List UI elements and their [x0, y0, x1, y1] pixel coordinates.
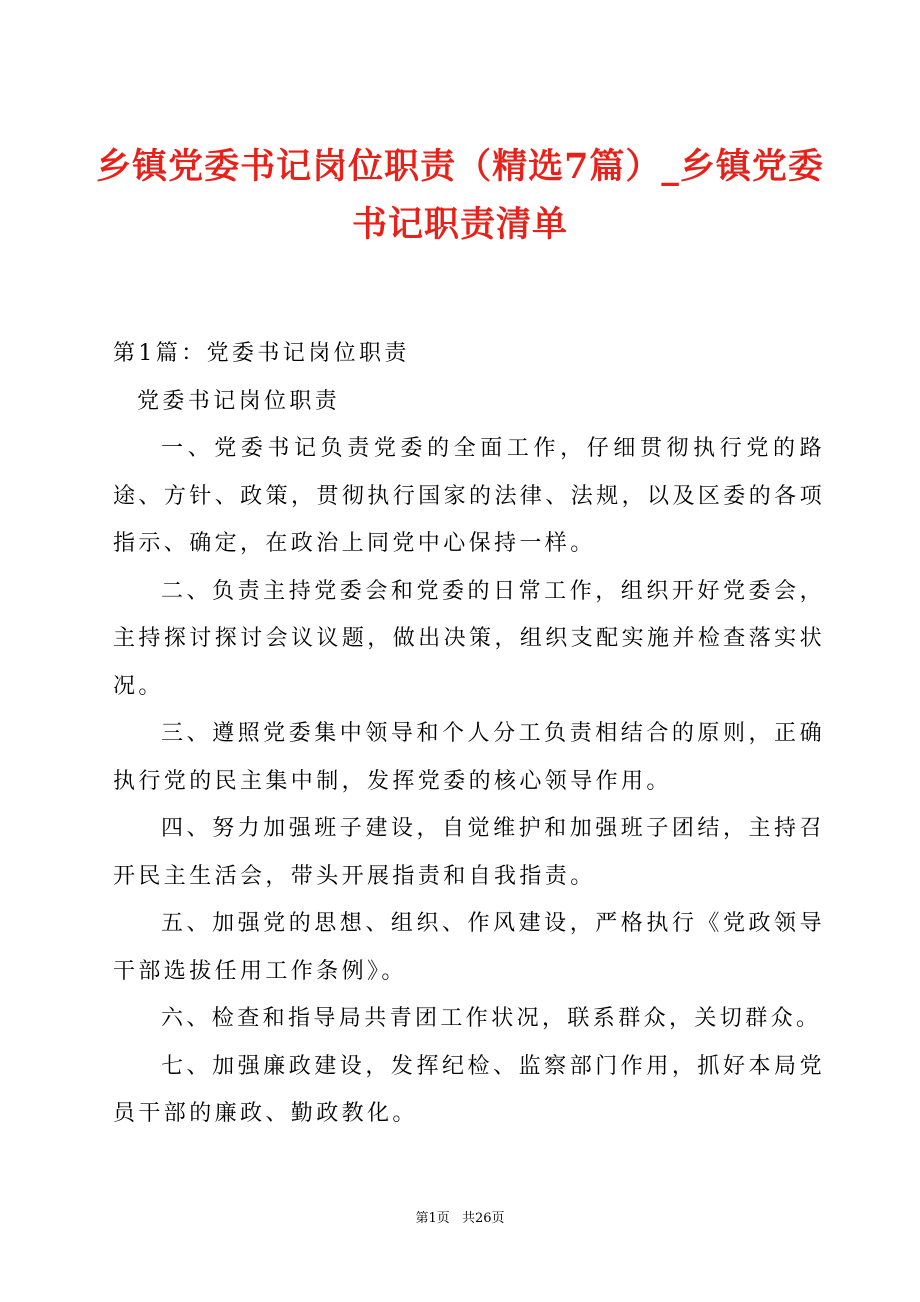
page-number: 第1页 [415, 1211, 450, 1226]
paragraph: 五、加强党的思想、组织、作风建设，严格执行《党政领导干部选拔任用工作条例》。 [113, 911, 825, 984]
title-line-2: 书记职责清单 [351, 204, 568, 245]
sub-heading: 党委书记岗位职责 [137, 388, 341, 414]
paragraph: 七、加强廉政建设，发挥纪检、监察部门作用，抓好本局党员干部的廉政、勤政教化。 [113, 1053, 825, 1126]
section-heading: 第1篇：党委书记岗位职责 [113, 341, 410, 366]
paragraph: 三、遵照党委集中领导和个人分工负责相结合的原则，正确执行党的民主集中制，发挥党委的核心领导作用。 [113, 721, 825, 794]
document-body [113, 330, 825, 1138]
paragraph: 二、负责主持党委会和党委的日常工作，组织开好党委会，主持探讨探讨会议议题，做出决策，组织支配实施并检查落实状况。 [113, 578, 825, 699]
paragraph: 四、努力加强班子建设，自觉维护和加强班子团结，主持召开民主生活会，带头开展指责和自我指责。 [113, 816, 825, 889]
paragraph: 六、检查和指导局共青团工作状况，联系群众，关切群众。 [161, 1006, 822, 1031]
page-footer [0, 1207, 920, 1226]
title-line-1: 乡镇党委书记岗位职责（精选7篇）_乡镇党委 [96, 146, 824, 187]
page-total: 共26页 [461, 1211, 505, 1226]
document-title [70, 138, 850, 254]
paragraph: 一、党委书记负责党委的全面工作，仔细贯彻执行党的路途、方针、政策，贯彻执行国家的法律、法规，以及区委的各项指示、确定，在政治上同党中心保持一样。 [113, 436, 825, 556]
